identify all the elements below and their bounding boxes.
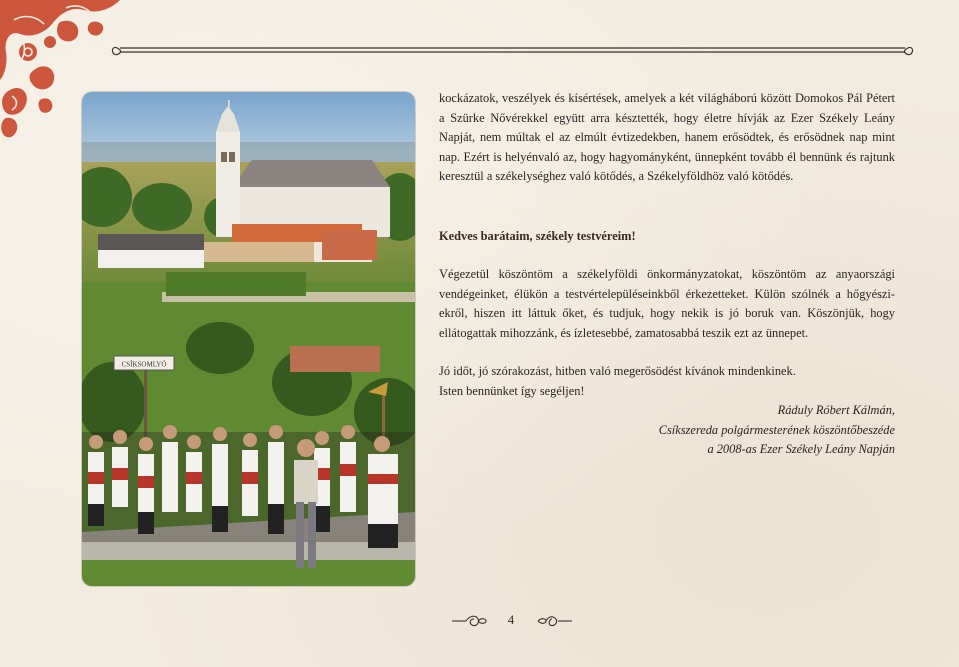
closing-line-2: Isten bennünket így segéljen! [439, 383, 585, 398]
footer-ornament-right-icon [536, 614, 572, 628]
article-text [439, 89, 895, 460]
signature-role: Csíkszereda polgármesterének köszöntőbeszéde [658, 422, 895, 437]
signature-occasion: a 2008-as Ezer Székely Leány Napján [707, 442, 895, 456]
intro-paragraph: kockázatok, veszélyek és kísértések, amelyek a két világháború között Domokos Pál Pétert a Szürke Nővérekkel együtt arra késztették, hogy életre hívják az Ezer Székely Leány Napját, nem múltak el az elmúlt évtizedekben, hanem erősödtek, és erősödnek nap mint nap. Ezért is helyénvaló az, hogy hagyományként, ünnepként tovább él bennünk és rajtunk keresztül a székelységhez való kötődés, a Székelyföldhöz való kötődés. [439, 91, 895, 183]
footer-ornament-left-icon [452, 614, 488, 628]
procession-photo [82, 92, 415, 586]
page-footer [0, 610, 959, 632]
greeting-heading: Kedves barátaim, székely testvéreim! [439, 228, 636, 243]
page-number: 4 [507, 612, 515, 627]
road-sign-text: CSÍKSOMLYÓ [121, 360, 167, 369]
top-divider-rule [110, 42, 915, 58]
body-paragraph: Végezetül köszöntöm a székelyföldi önkormányzatokat, köszöntöm az anyaországi vendégeinket, élükön a testvértelepüléseinkből érkezetteket. Külön szólnék a hőgyésziekről, hiszen itt láttuk őket, és tudjuk, hogy nekik is jó boruk van. Köszönjük, hogy ellátogattak mihozzánk, és ízletesebbé, zamatosabbá teszik ezt az ünnepet. [439, 267, 895, 340]
closing-line-1: Jó időt, jó szórakozást, hitben való megerősödést kívánok mindenkinek. [439, 364, 796, 378]
signature-name: Ráduly Róbert Kálmán, [777, 403, 895, 417]
